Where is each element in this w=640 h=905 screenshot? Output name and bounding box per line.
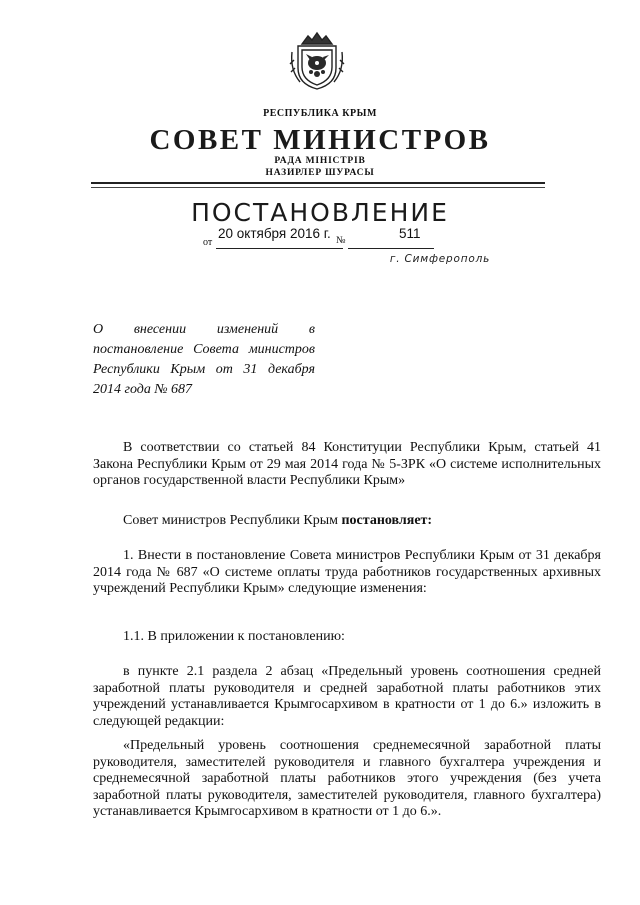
date-underline: [216, 248, 343, 249]
document-number: 511: [399, 226, 421, 241]
republic-label: РЕСПУБЛИКА КРЫМ: [263, 108, 377, 119]
item-1-paragraph: [93, 548, 601, 598]
city-label: г. Симферополь: [389, 253, 491, 265]
date-from-label: от: [203, 237, 213, 248]
clause-2-1-paragraph: [93, 664, 601, 730]
ukrainian-subtitle: РАДА МІНІСТРІВ: [274, 156, 366, 166]
document-title: ПОСТАНОВЛЕНИЕ: [191, 198, 449, 227]
item-1-1-paragraph: [93, 629, 601, 646]
crimea-coat-of-arms-icon: [286, 30, 348, 92]
new-wording-text: «Предельный уровень соотношения среднемесячной заработной платы руководителя, заместителей руководителя и главного бухгалтера учреждения и среднемесячной заработной платы работников этого учреждения (без учета заработной платы руководителя, заместителей руководителя, главного бухгалтера) устанавливается Крымгосархивом в кратности от 1 до 6.».: [93, 738, 601, 819]
header-divider-thin: [91, 187, 545, 188]
resolves-text: Совет министров Республики Крым: [123, 513, 342, 528]
preamble-paragraph: [93, 440, 601, 490]
tatar-subtitle: НАЗИРЛЕР ШУРАСЫ: [265, 168, 375, 178]
new-wording-paragraph: [93, 738, 601, 821]
subject-line: Республики Крым от 31 декабря: [93, 362, 315, 377]
item-1-text: 1. Внести в постановление Совета министров Республики Крым от 31 декабря 2014 года № 687 «О системе оплаты труда работников государственных архивных учреждений Республики Крым» следующие изменения:: [93, 548, 601, 596]
clause-2-1-text: в пункте 2.1 раздела 2 абзац «Предельный уровень соотношения средней заработной платы руководителя и средней заработной платы работников этих учреждений устанавливается Крымгосархивом в кратности от 1 до 6.» изложить в следующей редакции:: [93, 664, 601, 729]
item-1-1-text: 1.1. В приложении к постановлению:: [123, 629, 345, 644]
number-underline: [348, 248, 434, 249]
resolves-keyword: постановляет:: [341, 513, 433, 528]
header-divider-thick: [91, 182, 545, 184]
council-of-ministers-title: СОВЕТ МИНИСТРОВ: [149, 124, 491, 156]
resolves-paragraph: [93, 513, 601, 530]
date-number-row: [203, 226, 443, 254]
preamble-text: В соответствии со статьей 84 Конституции Республики Крым, статьей 41 Закона Республики Крым от 29 мая 2014 года № 5-ЗРК «О системе исполнительных органов государственной власти Республики Крым»: [93, 440, 601, 488]
subject-line: О внесении изменений в: [93, 322, 315, 337]
number-sign-label: №: [336, 235, 346, 246]
document-subject: [93, 320, 315, 400]
document-date: 20 октября 2016 г.: [218, 226, 331, 241]
subject-line: 2014 года № 687: [93, 382, 193, 397]
subject-line: постановление Совета министров: [93, 342, 315, 357]
